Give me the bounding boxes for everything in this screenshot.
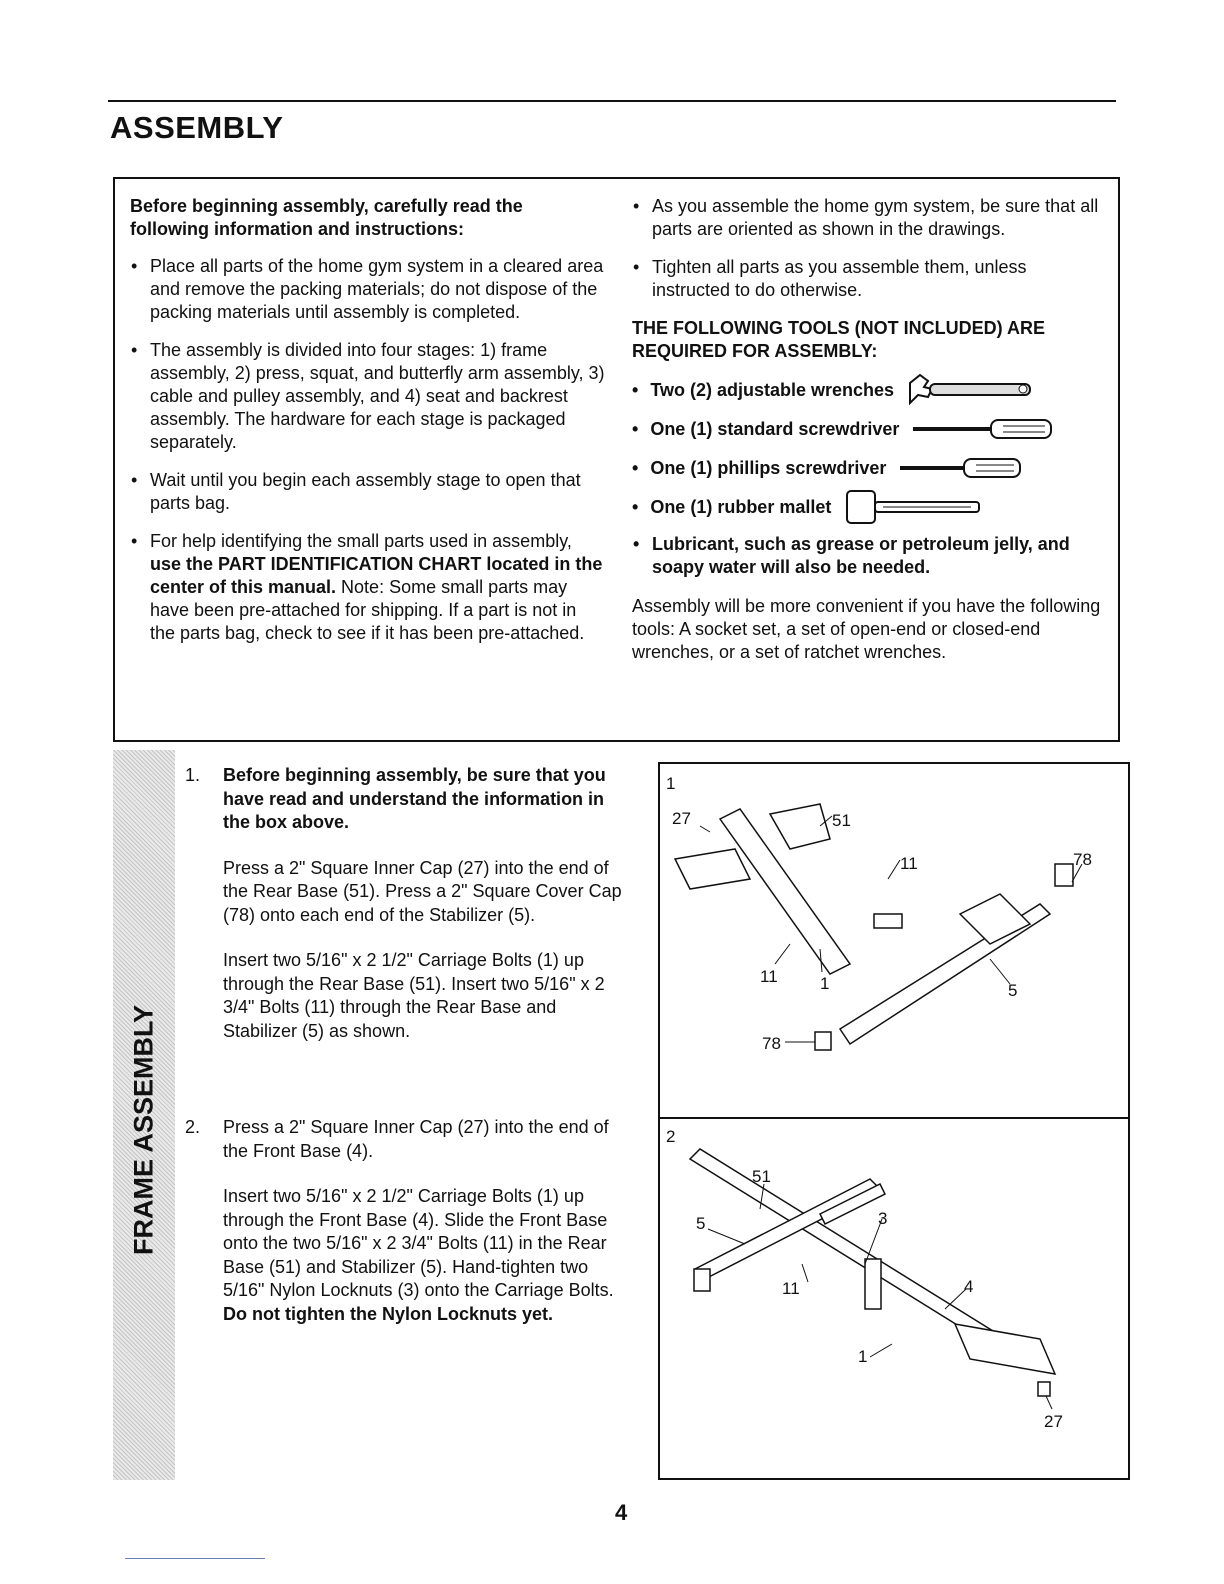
- callout-label: 51: [752, 1167, 771, 1186]
- callout-label: 1: [858, 1347, 868, 1366]
- callout-label: 1: [820, 974, 830, 993]
- help-text: For help identifying the small parts used in assembly,: [150, 531, 572, 551]
- list-item: • As you assemble the home gym system, be sure that all parts are oriented as shown in the drawings.: [632, 195, 1102, 241]
- standard-screwdriver-icon: [911, 416, 1056, 442]
- callout-label: 51: [832, 811, 851, 830]
- callout-label: 27: [672, 809, 691, 828]
- part-chart-reference: use the PART IDENTIFICATION CHART located in the center of this manual.: [150, 554, 603, 597]
- instructions-right-column: [632, 195, 1102, 664]
- list-item: • The assembly is divided into four stages: 1) frame assembly, 2) press, squat, and butterfly arm assembly, 3) cable and pulley assembly, and 4) seat and backrest assembly. The hardware for each stage is packaged separately.: [130, 339, 605, 454]
- tool-label: Two (2) adjustable wrenches: [650, 379, 895, 400]
- tool-item: • One (1) rubber mallet: [632, 494, 1102, 520]
- callout-label: 11: [760, 967, 778, 986]
- tool-item: • One (1) phillips screwdriver: [632, 455, 1102, 481]
- step-text: Insert two 5/16" x 2 1/2" Carriage Bolts (1) up through the Front Base (4). Slide the Front Base onto the two 5/16" x 2 3/4" Bolts (11) in the Rear Base (51) and Stabilizer (5). Hand-tighten two 5/16" Nylon Locknuts (3) onto the Carriage Bolts.: [223, 1186, 614, 1300]
- tools-heading: THE FOLLOWING TOOLS (NOT INCLUDED) ARE REQUIRED FOR ASSEMBLY:: [632, 318, 1045, 361]
- lubricant-text: Lubricant, such as grease or petroleum jelly, and soapy water will also be needed.: [652, 534, 1070, 577]
- rubber-mallet-icon: [843, 489, 983, 525]
- callout-label: 11: [782, 1279, 800, 1298]
- step-paragraph: Insert two 5/16" x 2 1/2" Carriage Bolts (1) up through the Rear Base (51). Insert two 5/16" x 2 3/4" Bolts (11) through the Rear Base and Stabilizer (5) as shown.: [223, 950, 605, 1041]
- step-warning: Do not tighten the Nylon Locknuts yet.: [223, 1303, 553, 1324]
- footer-line: [125, 1558, 265, 1559]
- tool-label: One (1) standard screwdriver: [650, 418, 900, 439]
- instructions-heading: Before beginning assembly, carefully read the following information and instructions:: [130, 196, 523, 239]
- step-paragraph: Before beginning assembly, be sure that you have read and understand the information in the box above.: [223, 765, 606, 832]
- list-item: • Tighten all parts as you assemble them, unless instructed to do otherwise.: [632, 256, 1102, 302]
- list-item: • Wait until you begin each assembly stage to open that parts bag.: [130, 469, 605, 515]
- instructions-left-column: [130, 195, 605, 660]
- list-item: • Place all parts of the home gym system in a cleared area and remove the packing materials; do not dispose of the packing materials until assembly is completed.: [130, 255, 605, 324]
- page-number: 4: [615, 1500, 628, 1525]
- step-2: [185, 1116, 630, 1348]
- callout-label: 5: [1008, 981, 1018, 1000]
- tool-label: One (1) phillips screwdriver: [650, 457, 887, 478]
- callout-label: 27: [1044, 1412, 1063, 1431]
- step-number: 2.: [185, 1117, 201, 1137]
- adjustable-wrench-icon: [906, 373, 1041, 407]
- callout-label: 3: [878, 1209, 888, 1228]
- callout-label: 11: [900, 854, 918, 873]
- phillips-screwdriver-icon: [898, 455, 1023, 481]
- section-label-text: FRAME ASSEMBLY: [128, 1004, 159, 1256]
- callout-label: 78: [1073, 850, 1092, 869]
- callout-label: 5: [696, 1214, 706, 1233]
- callout-label: 78: [762, 1034, 781, 1053]
- tool-label: One (1) rubber mallet: [650, 496, 832, 517]
- figure-number: 2: [666, 1127, 676, 1146]
- page-title: ASSEMBLY: [110, 110, 284, 145]
- convenience-note: Assembly will be more convenient if you have the following tools: A socket set, a set of open-end or closed-end wrenches, or a set of ratchet wrenches.: [632, 596, 1101, 662]
- list-item-help: [130, 530, 605, 645]
- step-number: 1.: [185, 765, 201, 785]
- lubricant-note: • Lubricant, such as grease or petroleum jelly, and soapy water will also be needed.: [633, 534, 1070, 577]
- title-rule: [108, 100, 1116, 102]
- step-paragraph: Press a 2" Square Inner Cap (27) into the end of the Rear Base (51). Press a 2" Square Cover Cap (78) onto each end of the Stabilizer (5).: [223, 857, 622, 925]
- step-paragraph: [223, 1185, 630, 1326]
- section-label: [113, 1000, 175, 1260]
- step-1: [185, 764, 630, 1065]
- figure-number: 1: [666, 774, 676, 793]
- tool-item: • Two (2) adjustable wrenches: [632, 377, 1102, 403]
- callout-label: 4: [964, 1277, 974, 1296]
- figure-2-labels: [658, 1117, 1128, 1477]
- step-paragraph: Press a 2" Square Inner Cap (27) into the end of the Front Base (4).: [223, 1117, 609, 1161]
- tool-item: • One (1) standard screwdriver: [632, 416, 1102, 442]
- help-note: Note: Some small parts may have been pre-attached for shipping. If a part is not in the parts bag, check to see if it has been pre-attached.: [150, 577, 585, 643]
